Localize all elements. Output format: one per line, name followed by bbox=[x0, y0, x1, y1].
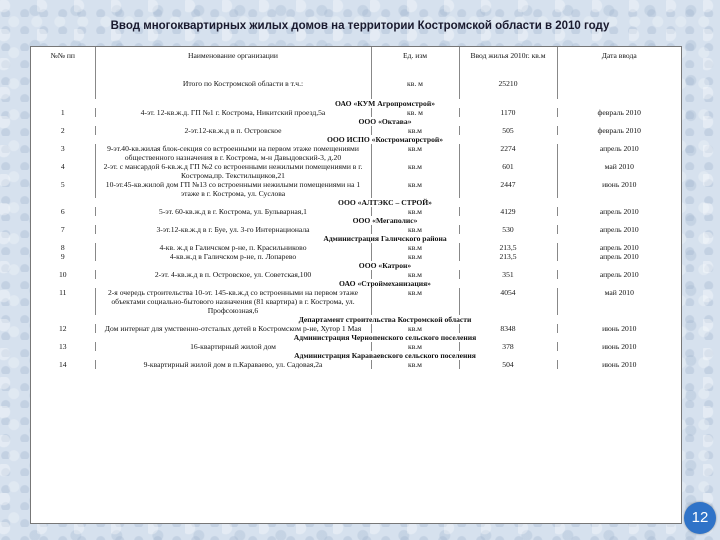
row-desc: 2-эт.12-кв.ж.д в п. Островское bbox=[95, 126, 371, 135]
row-unit: кв.м bbox=[371, 243, 459, 252]
section-title: ОАО «КУМ Агропромстрой» bbox=[335, 99, 435, 108]
section-row bbox=[31, 333, 681, 342]
section-row bbox=[31, 234, 681, 243]
section-title: Администрация Чернопенского сельского поселения bbox=[293, 333, 477, 342]
row-date: апрель 2010 bbox=[557, 225, 681, 234]
row-desc: 2-я очередь строительства 10-эт. 145-кв.ж.д со встроенными на первом этаже объектами социально-бытового назначения (81 квартира) в г. Кострома, ул. Профсоюзная,6 bbox=[95, 288, 371, 315]
section-row bbox=[31, 117, 681, 126]
row-num: 11 bbox=[59, 288, 67, 297]
table-row bbox=[31, 270, 681, 279]
row-unit: кв.м bbox=[371, 342, 459, 351]
row-desc: 2-эт. 4-кв.ж.д в п. Островское, ул. Советская,100 bbox=[95, 270, 371, 279]
section-title: Администрация Галичского района bbox=[323, 234, 447, 243]
row-num: 3 bbox=[60, 144, 65, 153]
row-unit: кв.м bbox=[371, 180, 459, 198]
row-value: 2447 bbox=[459, 180, 557, 198]
total-date bbox=[557, 79, 681, 99]
section-row bbox=[31, 99, 681, 108]
row-unit: кв.м bbox=[371, 144, 459, 162]
row-value: 213,5 bbox=[459, 243, 557, 252]
row-date: апрель 2010 bbox=[557, 270, 681, 279]
row-num: 10 bbox=[58, 270, 67, 279]
row-num: 6 bbox=[60, 207, 65, 216]
table-row bbox=[31, 162, 681, 180]
row-value: 1170 bbox=[459, 108, 557, 117]
table-row bbox=[31, 207, 681, 216]
total-row bbox=[31, 79, 681, 99]
table-row bbox=[31, 360, 681, 369]
table-row bbox=[31, 324, 681, 333]
header-unit: Ед. изм bbox=[371, 47, 459, 79]
section-title: ООО «Мегаполис» bbox=[352, 216, 418, 225]
header-num: №№ пп bbox=[50, 51, 76, 60]
housing-table bbox=[31, 47, 681, 369]
row-unit: кв.м bbox=[371, 252, 459, 261]
table-row bbox=[31, 126, 681, 135]
row-num: 13 bbox=[58, 342, 67, 351]
page-title: Ввод многоквартирных жилых домов на территории Костромской области в 2010 году bbox=[110, 20, 610, 32]
page-number-badge: 12 bbox=[684, 502, 716, 534]
section-title: ОАО «Строймеханизация» bbox=[339, 279, 431, 288]
row-date: июнь 2010 bbox=[557, 342, 681, 351]
row-value: 530 bbox=[459, 225, 557, 234]
row-desc: 4-кв.ж.д в Галичском р-не, п. Лопарево bbox=[95, 252, 371, 261]
row-desc: Дом интернат для умственно-отсталых детей в Костромском р-не, Хутор 1 Мая bbox=[95, 324, 371, 333]
row-date: май 2010 bbox=[557, 162, 681, 180]
row-unit: кв.м bbox=[371, 270, 459, 279]
header-volume: Ввод жилья 2010г. кв.м bbox=[459, 47, 557, 79]
section-row bbox=[31, 216, 681, 225]
row-num: 4 bbox=[60, 162, 65, 171]
row-unit: кв. м bbox=[371, 108, 459, 117]
row-num: 5 bbox=[60, 180, 65, 189]
row-value: 4129 bbox=[459, 207, 557, 216]
row-desc: 9-квартирный жилой дом в п.Караваево, ул. Садовая,2а bbox=[95, 360, 371, 369]
row-date: июнь 2010 bbox=[557, 324, 681, 333]
section-title: Администрация Караваевского сельского поселения bbox=[294, 351, 476, 360]
row-date: май 2010 bbox=[557, 288, 681, 315]
row-num: 1 bbox=[60, 108, 65, 117]
row-value: 8348 bbox=[459, 324, 557, 333]
row-date: июнь 2010 bbox=[557, 360, 681, 369]
table-row bbox=[31, 108, 681, 117]
row-unit: кв.м bbox=[371, 207, 459, 216]
row-desc: 3-эт.12-кв.ж.д в г. Буе, ул. 3-го Интернационала bbox=[95, 225, 371, 234]
table-header-row bbox=[31, 47, 681, 79]
row-num: 2 bbox=[60, 126, 65, 135]
row-desc: 4-кв. ж.д в Галичском р-не, п. Красильниково bbox=[95, 243, 371, 252]
total-unit: кв. м bbox=[371, 79, 459, 99]
row-value: 504 bbox=[459, 360, 557, 369]
row-date: июнь 2010 bbox=[557, 180, 681, 198]
row-value: 2274 bbox=[459, 144, 557, 162]
table-row bbox=[31, 225, 681, 234]
row-unit: кв.м bbox=[371, 360, 459, 369]
row-num: 12 bbox=[58, 324, 67, 333]
section-title: ООО «Октава» bbox=[358, 117, 412, 126]
section-row bbox=[31, 198, 681, 207]
row-desc: 16-квартирный жилой дом bbox=[95, 342, 371, 351]
table-row bbox=[31, 342, 681, 351]
row-desc: 10-эт.45-кв.жилой дом ГП №13 со встроенными нежилыми помещениями на 1 этаже в г. Кострома, ул. Суслова bbox=[95, 180, 371, 198]
row-desc: 4-эт. 12-кв.ж.д. ГП №1 г. Кострома, Никитский проезд,5а bbox=[95, 108, 371, 117]
row-unit: кв.м bbox=[371, 324, 459, 333]
table-row bbox=[31, 288, 681, 315]
section-row bbox=[31, 261, 681, 270]
row-num: 7 bbox=[60, 225, 65, 234]
table-row bbox=[31, 144, 681, 162]
row-date: февраль 2010 bbox=[557, 108, 681, 117]
section-title: Департамент строительства Костромской области bbox=[298, 315, 472, 324]
section-row bbox=[31, 315, 681, 324]
row-value: 213,5 bbox=[459, 252, 557, 261]
section-row bbox=[31, 135, 681, 144]
header-org: Наименование организации bbox=[95, 47, 371, 79]
row-value: 378 bbox=[459, 342, 557, 351]
row-value: 601 bbox=[459, 162, 557, 180]
row-unit: кв.м bbox=[371, 225, 459, 234]
row-unit: кв.м bbox=[371, 288, 459, 315]
row-date: апрель 2010 bbox=[557, 207, 681, 216]
row-unit: кв.м bbox=[371, 162, 459, 180]
row-date: апрель 2010 bbox=[557, 144, 681, 162]
section-row bbox=[31, 279, 681, 288]
table-row bbox=[31, 243, 681, 252]
table-row bbox=[31, 180, 681, 198]
section-row bbox=[31, 351, 681, 360]
row-desc: 5-эт. 60-кв.ж.д в г. Кострома, ул. Бульварная,1 bbox=[95, 207, 371, 216]
total-label: Итого по Костромской области в т.ч.: bbox=[95, 79, 371, 99]
row-num: 8 bbox=[60, 243, 65, 252]
header-date: Дата ввода bbox=[557, 47, 681, 79]
table-row bbox=[31, 252, 681, 261]
section-title: ООО «АЛТЭКС – СТРОЙ» bbox=[338, 198, 432, 207]
row-value: 4054 bbox=[459, 288, 557, 315]
row-num: 9 bbox=[60, 252, 65, 261]
housing-table-sheet bbox=[30, 46, 682, 524]
row-date: апрель 2010 bbox=[557, 252, 681, 261]
total-value: 25210 bbox=[459, 79, 557, 99]
row-date: апрель 2010 bbox=[557, 243, 681, 252]
total-num bbox=[31, 79, 95, 99]
section-title: ООО ИСПО «Костромагорстрой» bbox=[326, 135, 444, 144]
row-num: 14 bbox=[58, 360, 67, 369]
row-date: февраль 2010 bbox=[557, 126, 681, 135]
row-desc: 9-эт.40-кв.жилая блок-секция со встроенными на первом этаже помещениями общественного назначения в г. Кострома, м-н Давыдовский-3, д.20 bbox=[95, 144, 371, 162]
row-value: 351 bbox=[459, 270, 557, 279]
row-desc: 2-эт. с мансардой 6-кв.ж.д ГП №2 со встроенными нежилыми помещениями в г. Кострома,пр. Текстильщиков,21 bbox=[95, 162, 371, 180]
row-value: 505 bbox=[459, 126, 557, 135]
section-title: ООО «Катрон» bbox=[358, 261, 412, 270]
row-unit: кв.м bbox=[371, 126, 459, 135]
